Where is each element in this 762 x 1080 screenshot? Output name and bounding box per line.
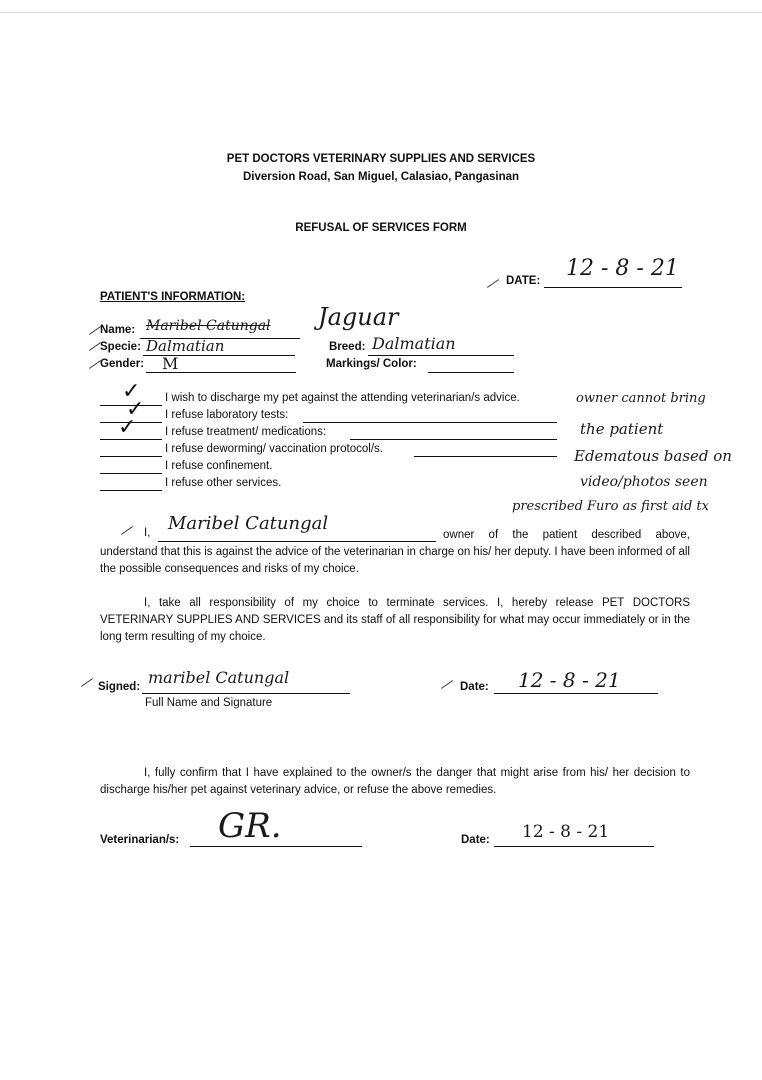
signature-caption: Full Name and Signature	[145, 697, 273, 709]
breed-line	[368, 355, 514, 356]
vet-label: Veterinarian/s:	[100, 834, 180, 846]
markings-label: Markings/ Color:	[326, 358, 417, 370]
signature-line	[142, 693, 350, 694]
vet-date-value[interactable]: 12 - 8 - 21	[522, 822, 610, 842]
company-address: Diversion Road, San Miguel, Calasiao, Pangasinan	[242, 171, 520, 183]
scan-edge-line	[0, 12, 762, 13]
vet-date-label: Date:	[461, 834, 490, 846]
signed-label: Signed:	[98, 681, 141, 693]
specie-label: Specie:	[100, 341, 141, 353]
checkmark-icon: ✓	[118, 415, 137, 440]
vet-signature[interactable]: GR.	[218, 806, 282, 846]
option-label: I refuse confinement.	[165, 460, 273, 472]
name-crossed-out: Maribel Catungal	[146, 318, 271, 334]
check-mark	[487, 279, 499, 288]
option-blank[interactable]	[100, 456, 162, 457]
name-label: Name:	[100, 324, 136, 336]
confirmation-text: I, fully confirm that I have explained to the owner/s the danger that might arise from his/ her decision to discharge his/her pet against veterinary advice, or refuse the above remedies.	[100, 767, 690, 796]
breed-value[interactable]: Dalmatian	[372, 334, 456, 353]
check-mark	[441, 680, 453, 689]
option-detail-line	[350, 439, 557, 440]
check-mark	[81, 678, 93, 687]
option-detail-line	[414, 456, 557, 457]
gender-label: Gender:	[100, 358, 145, 370]
handwritten-note: owner cannot bring	[576, 391, 706, 406]
statement-prefix: I,	[144, 527, 151, 539]
owner-name[interactable]: Maribel Catungal	[168, 513, 329, 534]
signed-date-line	[494, 693, 658, 694]
specie-value[interactable]: Dalmatian	[146, 337, 225, 355]
handwritten-note: the patient	[580, 420, 664, 438]
name-value[interactable]: Jaguar	[318, 303, 399, 331]
handwritten-note: video/photos seen	[580, 474, 708, 490]
option-blank[interactable]	[100, 490, 162, 491]
option-label: I refuse laboratory tests:	[165, 409, 289, 421]
handwritten-note: Edematous based on	[574, 447, 732, 465]
breed-label: Breed:	[329, 341, 366, 353]
form-title: REFUSAL OF SERVICES FORM	[295, 222, 467, 234]
patient-info-title: PATIENT'S INFORMATION:	[100, 291, 246, 303]
option-label: I refuse treatment/ medications:	[165, 426, 327, 438]
option-label: I refuse deworming/ vaccination protocol/s.	[165, 443, 383, 455]
date-value[interactable]: 12 - 8 - 21	[566, 256, 679, 281]
option-label: I refuse other services.	[165, 477, 282, 489]
owner-signature[interactable]: maribel Catungal	[148, 668, 290, 687]
handwritten-note: prescribed Furo as first aid tx	[512, 499, 709, 514]
date-label: DATE:	[506, 275, 541, 287]
option-blank[interactable]	[100, 473, 162, 474]
checkmark-icon: ✓	[126, 397, 145, 422]
option-label: I wish to discharge my pet against the attending veterinarian/s advice.	[165, 392, 520, 404]
markings-line	[428, 372, 514, 373]
vet-date-line	[494, 846, 654, 847]
date-line	[544, 287, 682, 288]
signed-date-label: Date:	[460, 681, 489, 693]
company-name: PET DOCTORS VETERINARY SUPPLIES AND SERVICES	[226, 153, 536, 165]
statement-text: owner of the patient described above, understand that this is against the advice of the veterinarian in charge on his/ her deputy. I have been informed of all the possible consequences and risks of my choice.	[100, 529, 690, 575]
vet-signature-line	[190, 846, 362, 847]
signed-date-value[interactable]: 12 - 8 - 21	[518, 668, 621, 692]
gender-value[interactable]: M	[162, 354, 179, 373]
checkmark-icon: ✓	[122, 379, 141, 404]
option-detail-line	[303, 422, 557, 423]
release-text: I, take all responsibility of my choice to terminate services. I, hereby release PET DOCTORS VETERINARY SUPPLIES AND SERVICES and its staff of all responsibility for what may occur immediately or in the long term resulting of my choice.	[100, 597, 690, 643]
